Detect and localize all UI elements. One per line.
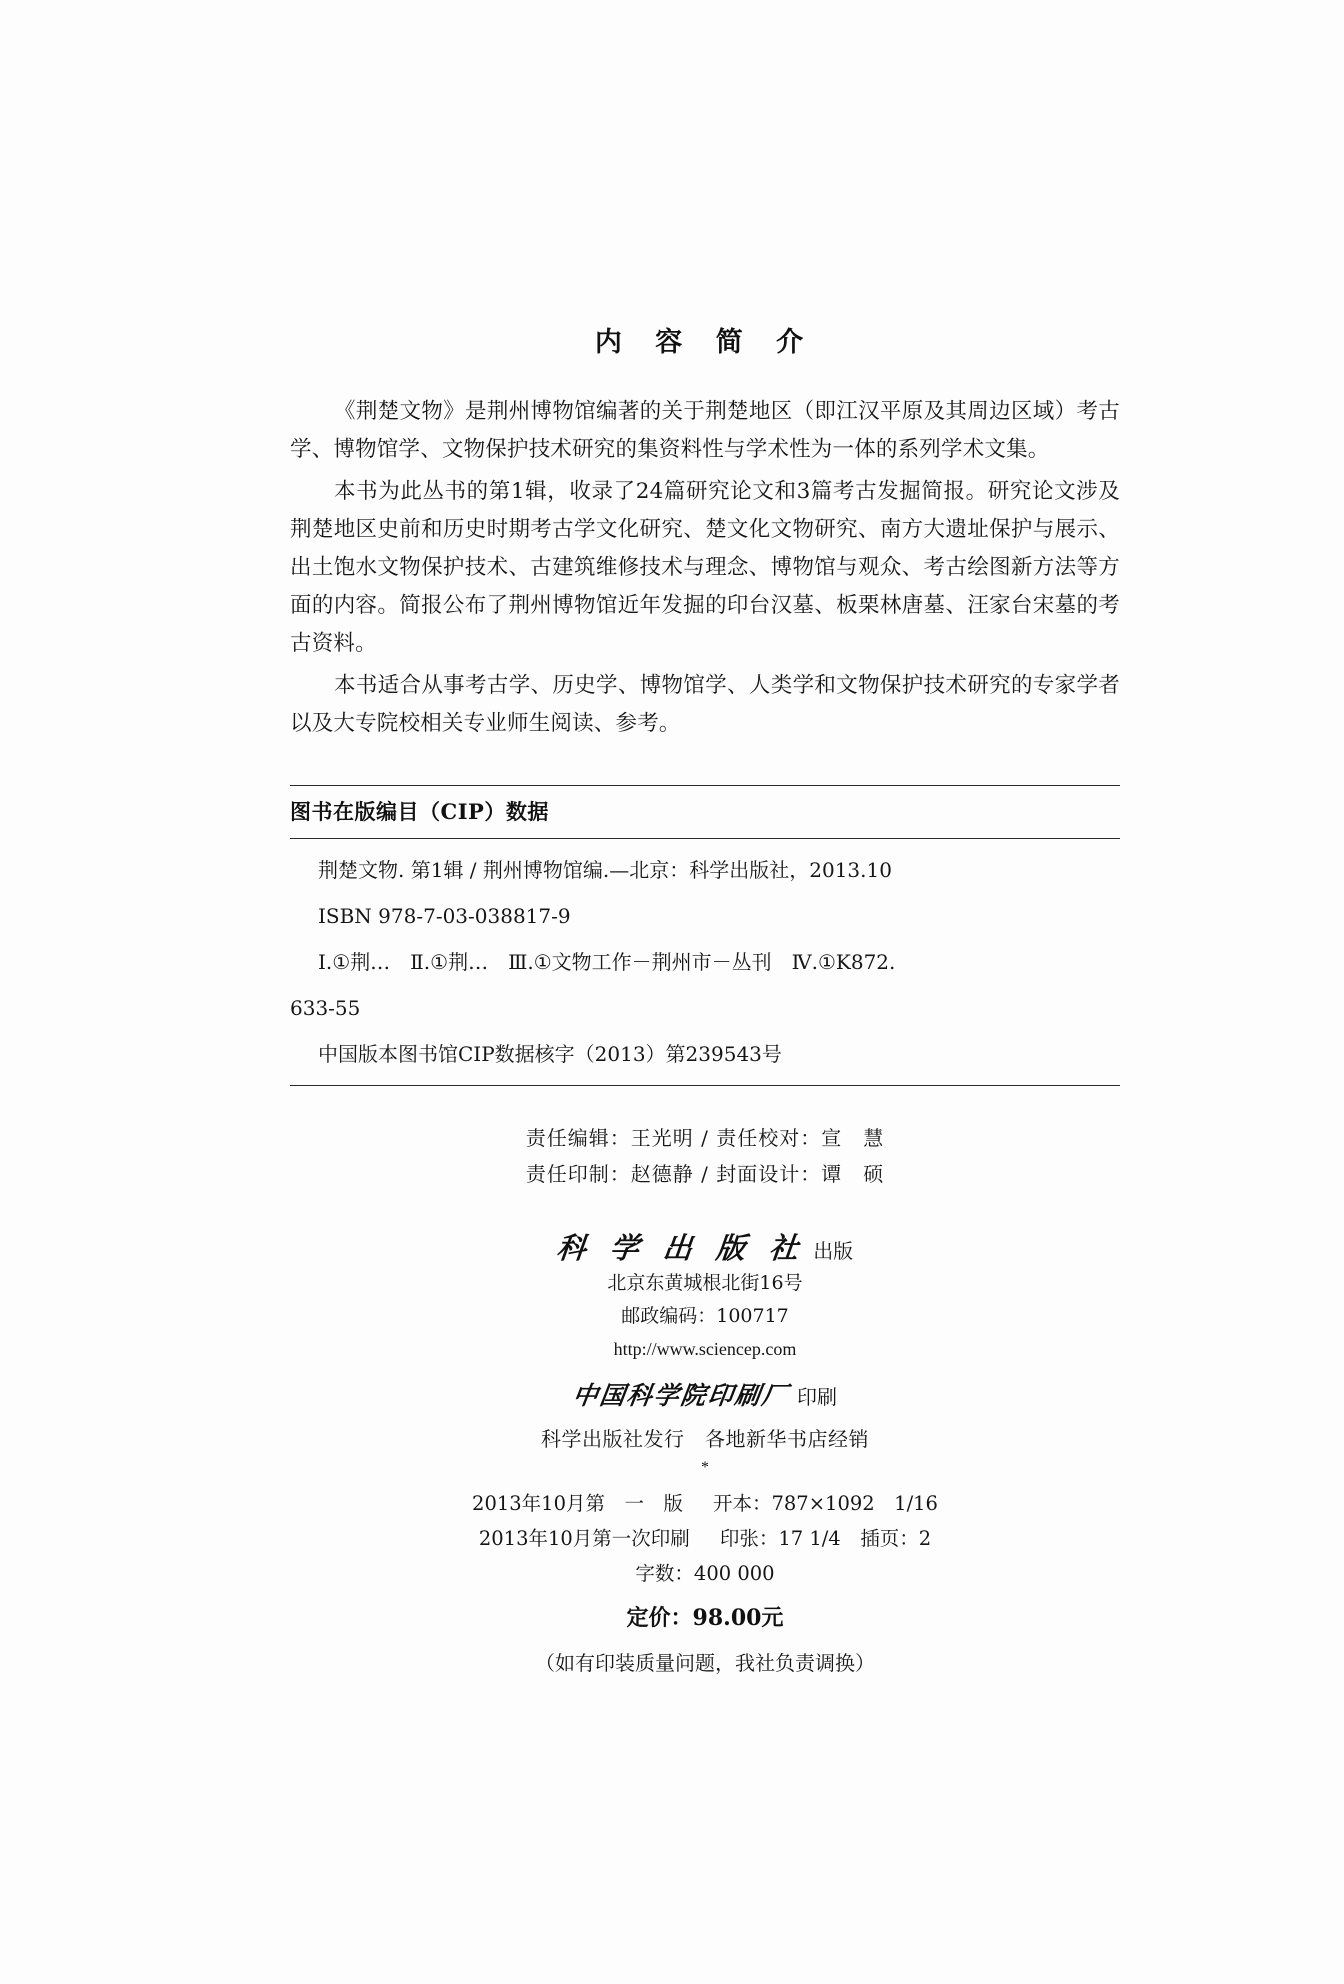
price-label: 定价：98.00元 xyxy=(626,1605,784,1631)
intro-paragraph-3: 本书适合从事考古学、历史学、博物馆学、人类学和文物保护技术研究的专家学者以及大专院校相关专业师生阅读、参考。 xyxy=(290,673,1120,736)
word-count-row: 字数：400 000 xyxy=(635,1562,775,1585)
distribution-line: 科学出版社发行 各地新华书店经销 xyxy=(541,1427,869,1451)
page-content xyxy=(290,320,1120,1683)
print-date: 2013年10月第一次印刷 xyxy=(478,1527,690,1550)
publisher-line xyxy=(290,1226,1120,1267)
credits-production-line: 责任印制：赵德静 / 封面设计：谭 硕 xyxy=(525,1162,885,1186)
print-row xyxy=(290,1521,1120,1556)
printer-suffix: 印刷 xyxy=(797,1387,837,1409)
cip-section xyxy=(290,785,1120,1086)
printing-details-section xyxy=(290,1486,1120,1683)
cip-body xyxy=(290,839,1120,1085)
cip-line-title: 荆楚文物. 第1辑 / 荆州博物馆编.—北京：科学出版社，2013.10 xyxy=(318,858,892,882)
publisher-url: http://www.sciencep.com xyxy=(613,1339,797,1359)
printer-logo: 中国科学院印刷厂 xyxy=(570,1381,791,1410)
quality-note: （如有印装质量问题，我社负责调换） xyxy=(535,1651,875,1675)
cip-line-classification-cont: 633-55 xyxy=(290,996,361,1020)
publisher-logo: 科 学 出 版 社 xyxy=(554,1231,807,1265)
page-title: 内 容 简 介 xyxy=(594,327,816,358)
printer-line xyxy=(290,1376,1120,1412)
edition-row xyxy=(290,1486,1120,1521)
edition-date: 2013年10月第 一 版 xyxy=(472,1492,683,1515)
separator-asterisk: * xyxy=(701,1459,709,1476)
cip-line-registry: 中国版本图书馆CIP数据核字（2013）第239543号 xyxy=(318,1042,782,1066)
intro-paragraph-1: 《荆楚文物》是荆州博物馆编著的关于荆楚地区（即江汉平原及其周边区域）考古学、博物馆学、文物保护技术研究的集资料性与学术性为一体的系列学术文集。 xyxy=(290,399,1120,462)
publisher-suffix: 出版 xyxy=(813,1241,854,1263)
publisher-section xyxy=(290,1226,1120,1478)
cip-line-isbn: ISBN 978-7-03-038817-9 xyxy=(318,904,571,928)
credits-section xyxy=(290,1120,1120,1192)
cip-line-classification: Ⅰ.①荆… Ⅱ.①荆… Ⅲ.①文物工作－荆州市－丛刊 Ⅳ.①K872. xyxy=(318,950,896,974)
publisher-postcode: 邮政编码：100717 xyxy=(621,1305,789,1327)
cip-heading: 图书在版编目（CIP）数据 xyxy=(290,799,549,824)
intro-paragraph-2: 本书为此丛书的第1辑，收录了24篇研究论文和3篇考古发掘简报。研究论文涉及荆楚地区史前和历史时期考古学文化研究、楚文化文物研究、南方大遗址保护与展示、出土饱水文物保护技术、古建筑维修技术与理念、博物馆与观众、考古绘图新方法等方面的内容。简报公布了荆州博物馆近年发掘的印台汉墓、板栗林唐墓、汪家台宋墓的考古资料。 xyxy=(290,479,1120,656)
publisher-address: 北京东黄城根北街16号 xyxy=(607,1272,803,1294)
print-sheets: 印张：17 1/4 插页：2 xyxy=(719,1527,932,1550)
credits-editor-line: 责任编辑：王光明 / 责任校对：宣 慧 xyxy=(525,1126,885,1150)
cip-bottom-rule xyxy=(290,1085,1120,1086)
intro-section xyxy=(290,393,1120,743)
book-format: 开本：787×1092 1/16 xyxy=(712,1492,938,1515)
